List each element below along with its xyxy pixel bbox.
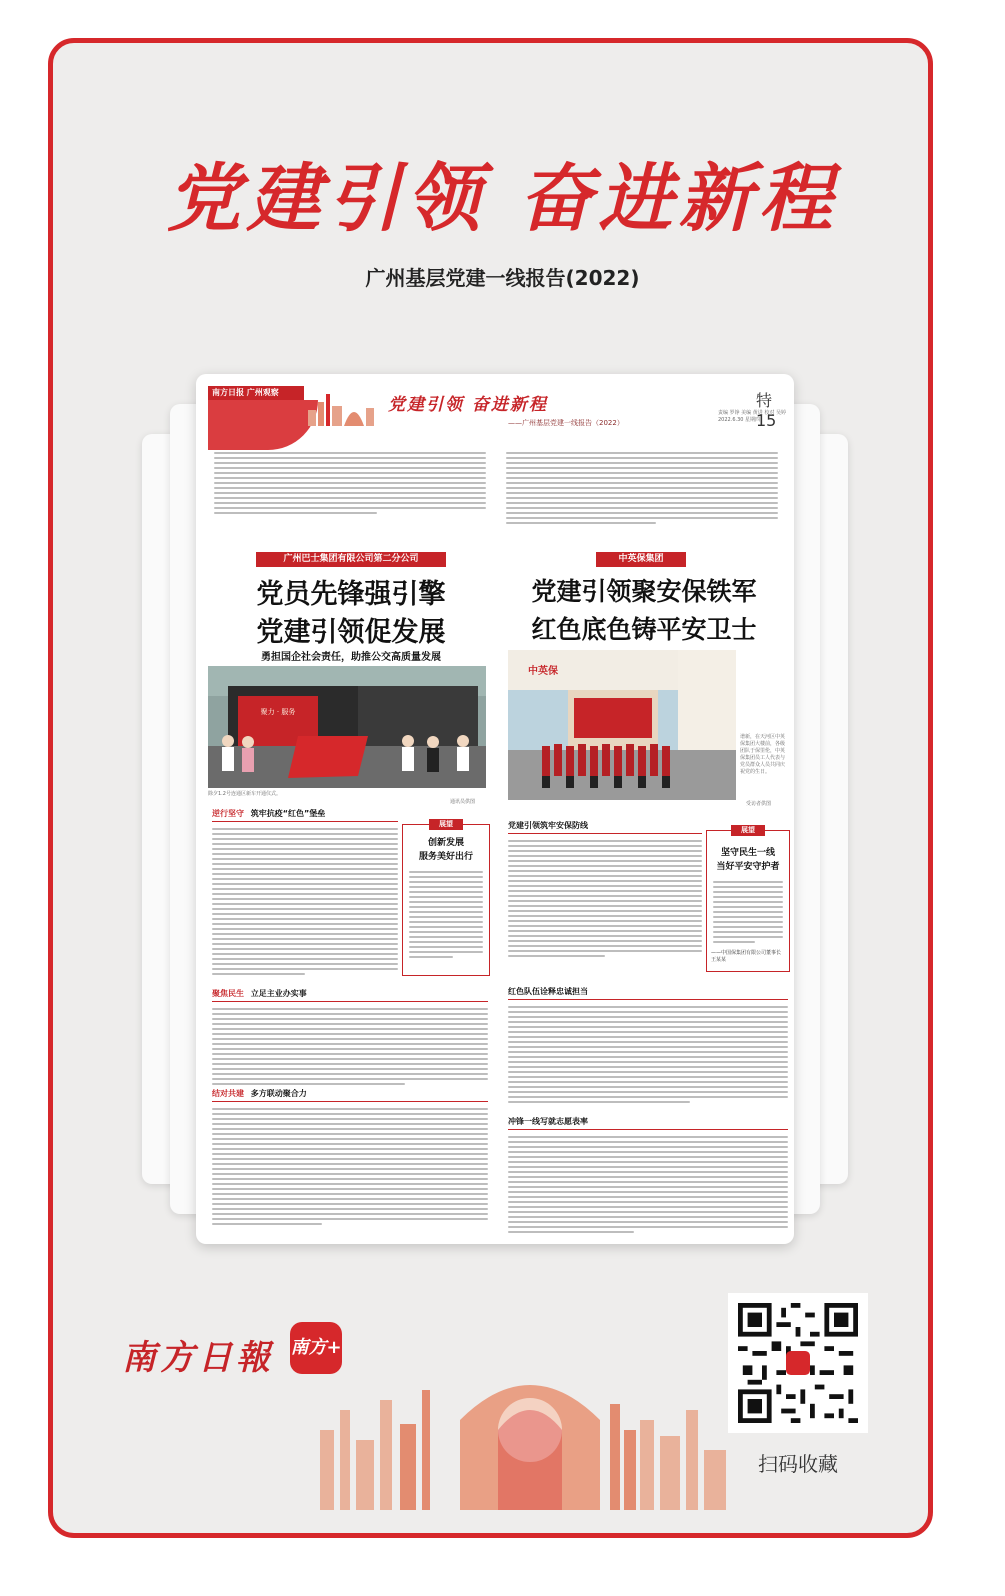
- left-section-1-tag: 逆行坚守: [212, 809, 244, 818]
- city-skyline-illustration: [310, 1360, 750, 1510]
- left-section-3-title: 多方联动聚合力: [250, 1089, 307, 1098]
- right-section-3-rule: [508, 1129, 788, 1130]
- nanfang-daily-logo: 南方日報: [122, 1338, 274, 1378]
- left-headline-1: 党员先锋强引擎: [256, 579, 446, 610]
- left-photo-bus: [208, 666, 486, 788]
- left-sidebar-title-1: 创新发展: [427, 838, 464, 848]
- left-kicker: 广州巴士集团有限公司第二分公司: [256, 552, 446, 567]
- nanfang-plus-app-icon[interactable]: 南方+: [290, 1322, 342, 1374]
- right-sidebar-text: [713, 881, 783, 946]
- right-sidebar-box: [706, 826, 790, 972]
- banner-title: 党建引领 奋进新程: [388, 395, 548, 415]
- left-section-1-text: [212, 828, 398, 978]
- svg-text:中英保: 中英保: [528, 666, 558, 677]
- qr-caption: 扫码收藏: [758, 1452, 838, 1476]
- left-section-2-text: [212, 1008, 488, 1088]
- left-section-2-rule: [212, 1001, 488, 1002]
- right-photo-credit: 受访者供图: [746, 801, 772, 807]
- page-meta: 责编 罗铮 美编 黄进 校对 吴婷 2022.6.30 星期四: [718, 410, 786, 423]
- right-sidebar-tag: 展望: [731, 825, 765, 836]
- right-section-1-title: 党建引领筑牢安保防线: [508, 821, 588, 830]
- left-intro-text: [214, 452, 486, 517]
- left-section-3-text: [212, 1108, 488, 1228]
- qr-code-icon: [738, 1303, 858, 1423]
- skyline-icon: [306, 388, 376, 426]
- left-section-3-rule: [212, 1101, 488, 1102]
- page-number: 特15: [756, 391, 777, 430]
- right-section-1-rule: [508, 833, 702, 834]
- svg-text:聚力 · 服务: 聚力 · 服务: [260, 708, 296, 716]
- left-sidebar-title-2: 服务美好出行: [418, 852, 473, 862]
- right-section-2: [508, 986, 708, 997]
- left-section-3: [212, 1088, 412, 1099]
- left-photo-caption: 除夕1.2号连通区新车开通仪式。: [208, 791, 281, 797]
- left-section-2-tag: 聚焦民生: [212, 989, 244, 998]
- poster-headline: 党建引领 奋进新程: [166, 156, 839, 242]
- left-section-1: [212, 808, 412, 819]
- right-photo-caption: 谱新，在天河区中英保集团大楼前，各级团队于保里伦，中英保集团员工人代表与党员群众人员共同庆祝党的生日。: [740, 734, 786, 775]
- right-section-3: [508, 1116, 708, 1127]
- right-section-1: [508, 820, 708, 831]
- newspaper-page[interactable]: [196, 374, 794, 1244]
- right-intro-text: [506, 452, 778, 527]
- left-deck: 勇担国企社会责任，助推公交高质量发展: [261, 652, 441, 663]
- right-kicker: 中英保集团: [596, 552, 686, 567]
- poster-subtitle: 广州基层党建一线报告(2022): [365, 266, 640, 290]
- left-section-2-title: 立足主业办实事: [250, 989, 307, 998]
- right-headline-1: 党建引领聚安保铁军: [531, 577, 757, 606]
- right-section-1-text: [508, 840, 702, 960]
- right-sidebar-signature: ——中国保集团有限公司董事长 王某某: [711, 950, 782, 963]
- newspaper-banner: [208, 386, 786, 430]
- left-sidebar-tag: 展望: [429, 819, 463, 830]
- right-section-2-title: 红色队伍诠释忠诚担当: [508, 987, 588, 996]
- right-sidebar-title-1: 坚守民生一线: [720, 848, 775, 858]
- left-section-1-rule: [212, 821, 398, 822]
- left-section-1-title: 筑牢抗疫“红色”堡垒: [250, 809, 326, 818]
- right-section-3-text: [508, 1136, 788, 1236]
- qr-code[interactable]: [728, 1293, 868, 1433]
- right-section-2-rule: [508, 999, 788, 1000]
- newspaper-brand: 南方日报 广州观察: [208, 386, 304, 400]
- right-photo-team: [508, 650, 736, 800]
- left-photo-credit: 通讯员供图: [450, 799, 476, 805]
- left-sidebar-box: [402, 820, 490, 976]
- left-section-2: [212, 988, 412, 999]
- left-headline-2: 党建引领促发展: [256, 617, 446, 648]
- right-sidebar-title-2: 当好平安守护者: [716, 862, 780, 872]
- banner-subtitle: ——广州基层党建一线报告（2022）: [508, 419, 624, 427]
- right-section-3-title: 冲锋一线写就志愿表率: [508, 1117, 588, 1126]
- right-headline-2: 红色底色铸平安卫士: [531, 615, 757, 644]
- left-section-3-tag: 结对共建: [212, 1089, 244, 1098]
- right-section-2-text: [508, 1006, 788, 1106]
- left-sidebar-text: [409, 871, 483, 961]
- banner-red-curve: [208, 400, 318, 450]
